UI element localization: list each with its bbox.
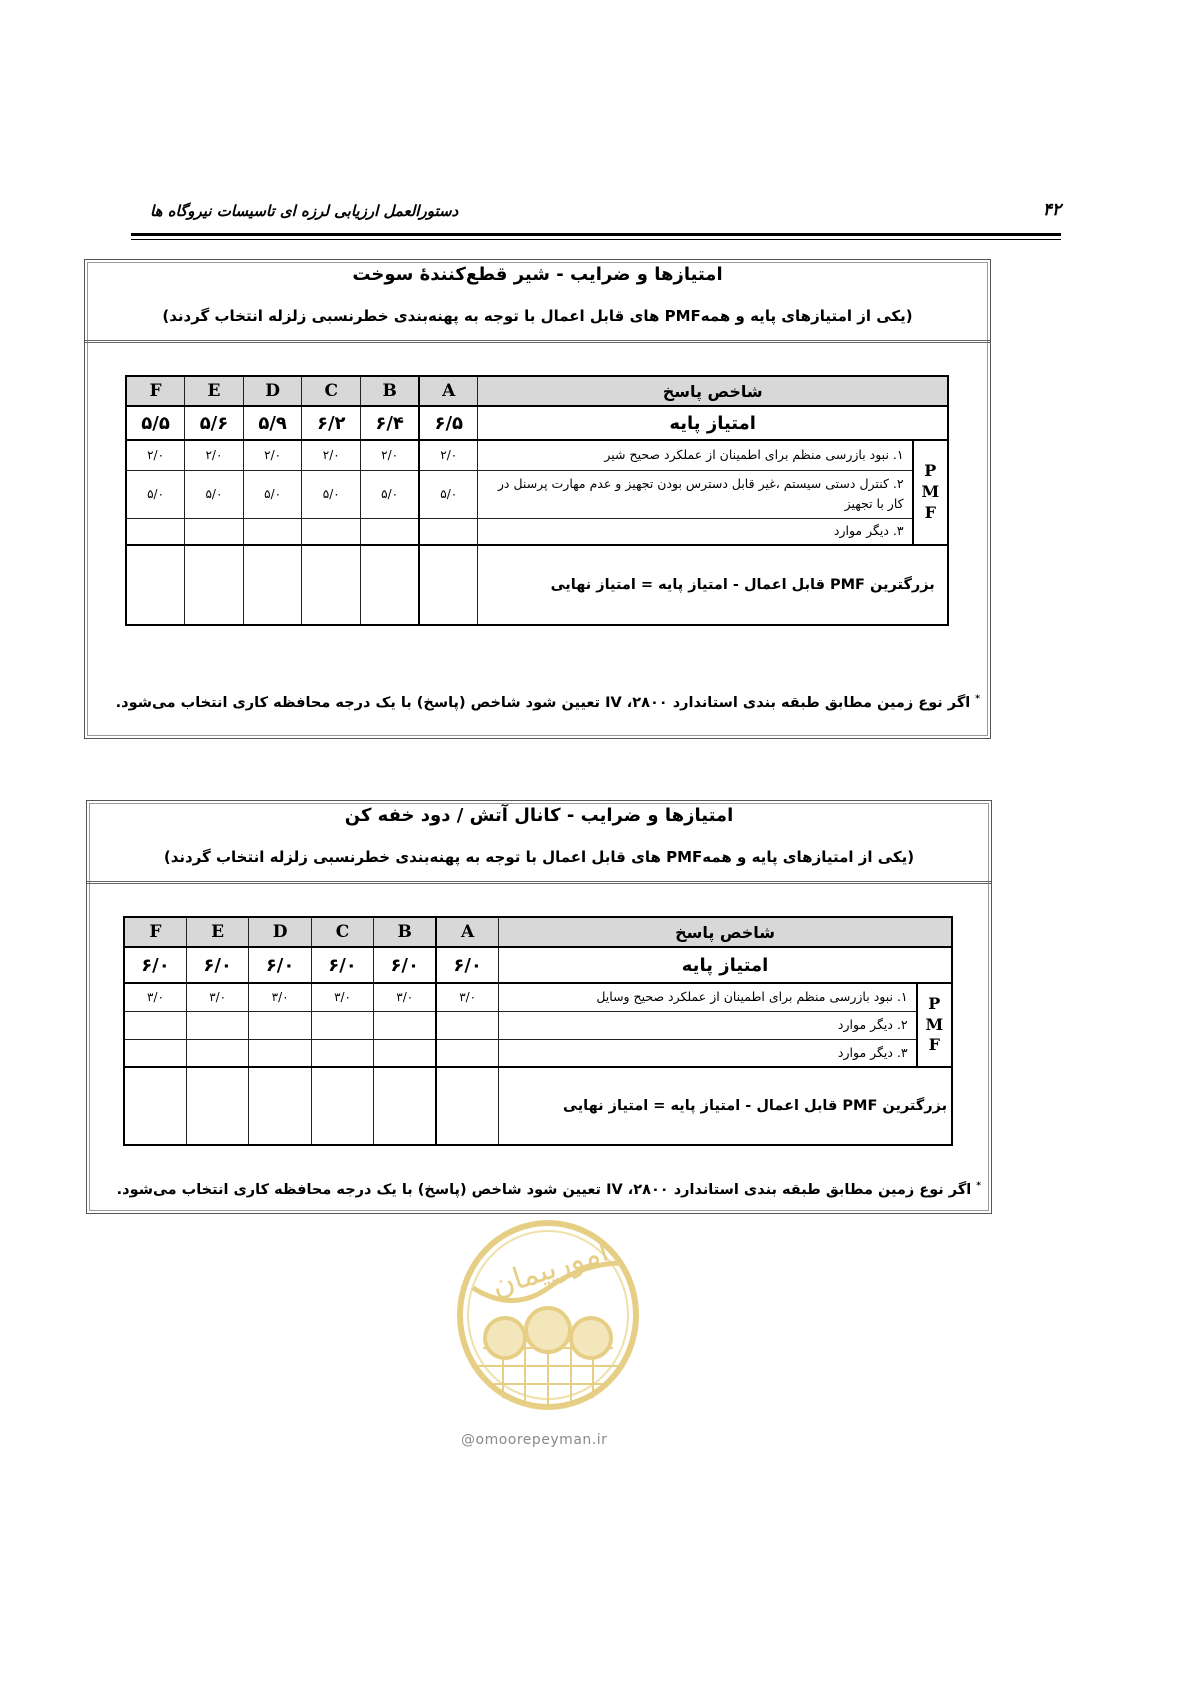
pmf-value: ۳/۰ bbox=[186, 983, 248, 1011]
final-value bbox=[436, 1067, 498, 1145]
running-header-title: دستورالعمل ارزیابی لرزه ای تاسیسات نیروگاه ها bbox=[150, 202, 459, 220]
pmf-label: P M F bbox=[917, 983, 952, 1067]
final-value bbox=[302, 545, 361, 625]
pmf-label: P M F bbox=[913, 440, 948, 545]
base-score-e: ۶/۰ bbox=[186, 947, 248, 983]
col-header-b: B bbox=[374, 917, 436, 947]
pmf-value bbox=[249, 1039, 311, 1067]
footnote bbox=[117, 1181, 981, 1198]
col-header-a: A bbox=[436, 917, 498, 947]
box-title: امتیازها و ضرایب - کانال آتش / دود خفه کن bbox=[344, 805, 734, 826]
score-box-fire-damper bbox=[86, 800, 992, 1214]
final-value bbox=[243, 545, 302, 625]
footnote bbox=[116, 694, 980, 711]
pmf-row bbox=[124, 1011, 952, 1039]
base-score-row bbox=[124, 947, 952, 983]
pmf-value: ۵/۰ bbox=[302, 470, 361, 518]
pmf-value bbox=[361, 518, 420, 545]
pmf-value bbox=[311, 1039, 373, 1067]
col-header-b: B bbox=[361, 376, 420, 406]
pmf-value bbox=[374, 1039, 436, 1067]
final-score-row bbox=[126, 545, 948, 625]
pmf-value bbox=[374, 1011, 436, 1039]
pmf-value: ۳/۰ bbox=[311, 983, 373, 1011]
pmf-value bbox=[249, 1011, 311, 1039]
base-score-e: ۵/۶ bbox=[185, 406, 244, 440]
base-score-f: ۵/۵ bbox=[126, 406, 185, 440]
pmf-item-label: ۲. کنترل دستی سیستم ،غیر قابل دسترس بودن تجهیز و عدم مهارت پرسنل در کار با تجهیز bbox=[478, 470, 913, 518]
at-icon: @ bbox=[461, 1432, 476, 1448]
pmf-row bbox=[126, 518, 948, 545]
base-score-d: ۶/۰ bbox=[249, 947, 311, 983]
box-title: امتیازها و ضرایب - شیر قطع‌کنندهٔ سوخت bbox=[352, 264, 723, 285]
col-header-c: C bbox=[311, 917, 373, 947]
final-value bbox=[419, 545, 478, 625]
pmf-value bbox=[124, 1011, 186, 1039]
final-score-formula: بزرگترین PMF قابل اعمال - امتیاز پایه = امتیاز نهایی bbox=[478, 545, 948, 625]
column-header-row bbox=[126, 376, 948, 406]
base-score-f: ۶/۰ bbox=[124, 947, 186, 983]
base-score-label: امتیاز پایه bbox=[499, 947, 952, 983]
header-rule-thin bbox=[131, 239, 1061, 240]
column-header-row bbox=[124, 917, 952, 947]
base-score-a: ۶/۰ bbox=[436, 947, 498, 983]
pmf-value bbox=[436, 1039, 498, 1067]
col-header-a: A bbox=[419, 376, 478, 406]
base-score-a: ۶/۵ bbox=[419, 406, 478, 440]
pmf-value bbox=[436, 1011, 498, 1039]
pmf-value: ۲/۰ bbox=[361, 440, 420, 470]
pmf-value: ۵/۰ bbox=[361, 470, 420, 518]
score-table bbox=[123, 916, 953, 1146]
col-header-d: D bbox=[249, 917, 311, 947]
col-header-f: F bbox=[124, 917, 186, 947]
pmf-value: ۳/۰ bbox=[436, 983, 498, 1011]
final-score-row bbox=[124, 1067, 952, 1145]
base-score-b: ۶/۴ bbox=[361, 406, 420, 440]
final-value bbox=[124, 1067, 186, 1145]
pmf-value: ۵/۰ bbox=[126, 470, 185, 518]
box-header bbox=[85, 260, 990, 343]
base-score-b: ۶/۰ bbox=[374, 947, 436, 983]
watermark-url bbox=[461, 1432, 607, 1448]
pmf-value bbox=[185, 518, 244, 545]
pmf-value: ۵/۰ bbox=[243, 470, 302, 518]
pmf-value bbox=[126, 518, 185, 545]
pmf-value bbox=[243, 518, 302, 545]
base-score-c: ۶/۲ bbox=[302, 406, 361, 440]
pmf-value: ۲/۰ bbox=[243, 440, 302, 470]
pmf-value: ۳/۰ bbox=[249, 983, 311, 1011]
pmf-value bbox=[186, 1011, 248, 1039]
base-score-label: امتیاز پایه bbox=[478, 406, 948, 440]
pmf-row bbox=[124, 983, 952, 1011]
pmf-value: ۲/۰ bbox=[126, 440, 185, 470]
response-index-header: شاخص پاسخ bbox=[499, 917, 952, 947]
pmf-value bbox=[419, 518, 478, 545]
watermark-url-text: omoorepeyman.ir bbox=[475, 1432, 608, 1448]
footnote-mark: * bbox=[976, 1181, 981, 1191]
pmf-item-label: ۳. دیگر موارد bbox=[478, 518, 913, 545]
final-score-formula: بزرگترین PMF قابل اعمال - امتیاز پایه = امتیاز نهایی bbox=[499, 1067, 952, 1145]
base-score-row bbox=[126, 406, 948, 440]
footnote-mark: * bbox=[975, 694, 980, 704]
pmf-item-label: ۱. نبود بازرسی منظم برای اطمینان از عملکرد صحیح شیر bbox=[478, 440, 913, 470]
pmf-value bbox=[311, 1011, 373, 1039]
footnote-text: اگر نوع زمین مطابق طبقه بندی استاندارد ۲۸۰۰، IV تعیین شود شاخص (پاسخ) با یک درجه محافظه کاری انتخاب می‌شود. bbox=[116, 1181, 972, 1198]
col-header-f: F bbox=[126, 376, 185, 406]
pmf-value: ۵/۰ bbox=[419, 470, 478, 518]
pmf-value: ۲/۰ bbox=[302, 440, 361, 470]
final-value bbox=[249, 1067, 311, 1145]
header-rule bbox=[131, 233, 1061, 236]
watermark-logo bbox=[453, 1218, 643, 1413]
col-header-c: C bbox=[302, 376, 361, 406]
footnote-text: اگر نوع زمین مطابق طبقه بندی استاندارد ۲۸۰۰، IV تعیین شود شاخص (پاسخ) با یک درجه محافظه کاری انتخاب می‌شود. bbox=[115, 694, 971, 711]
pmf-value: ۳/۰ bbox=[374, 983, 436, 1011]
pmf-value: ۳/۰ bbox=[124, 983, 186, 1011]
score-table bbox=[125, 375, 949, 626]
pmf-item-label: ۳. دیگر موارد bbox=[499, 1039, 917, 1067]
pmf-value: ۲/۰ bbox=[185, 440, 244, 470]
final-value bbox=[361, 545, 420, 625]
final-value bbox=[311, 1067, 373, 1145]
page-number: ۴۲ bbox=[1042, 200, 1061, 220]
pmf-row bbox=[126, 470, 948, 518]
final-value bbox=[374, 1067, 436, 1145]
col-header-d: D bbox=[243, 376, 302, 406]
pmf-item-label: ۲. دیگر موارد bbox=[499, 1011, 917, 1039]
box-subtitle: (یکی از امتیازهای پایه و همهPMF های قابل اعمال با توجه به پهنه‌بندی خطرنسبی زلزله انتخاب گردند) bbox=[162, 307, 913, 325]
final-value bbox=[186, 1067, 248, 1145]
response-index-header: شاخص پاسخ bbox=[478, 376, 948, 406]
pmf-row bbox=[124, 1039, 952, 1067]
col-header-e: E bbox=[186, 917, 248, 947]
pmf-value bbox=[302, 518, 361, 545]
box-subtitle: (یکی از امتیازهای پایه و همهPMF های قابل اعمال با توجه به پهنه‌بندی خطرنسبی زلزله انتخاب گردند) bbox=[163, 848, 915, 866]
pmf-value bbox=[124, 1039, 186, 1067]
final-value bbox=[126, 545, 185, 625]
pmf-value: ۲/۰ bbox=[419, 440, 478, 470]
col-header-e: E bbox=[185, 376, 244, 406]
base-score-d: ۵/۹ bbox=[243, 406, 302, 440]
final-value bbox=[185, 545, 244, 625]
pmf-item-label: ۱. نبود بازرسی منظم برای اطمینان از عملکرد صحیح وسایل bbox=[499, 983, 917, 1011]
base-score-c: ۶/۰ bbox=[311, 947, 373, 983]
box-header bbox=[87, 801, 991, 884]
pmf-value bbox=[186, 1039, 248, 1067]
watermark-logo-text: امورپیمان bbox=[487, 1233, 613, 1305]
pmf-row bbox=[126, 440, 948, 470]
score-box-fuel-valve bbox=[84, 259, 991, 739]
pmf-value: ۵/۰ bbox=[185, 470, 244, 518]
